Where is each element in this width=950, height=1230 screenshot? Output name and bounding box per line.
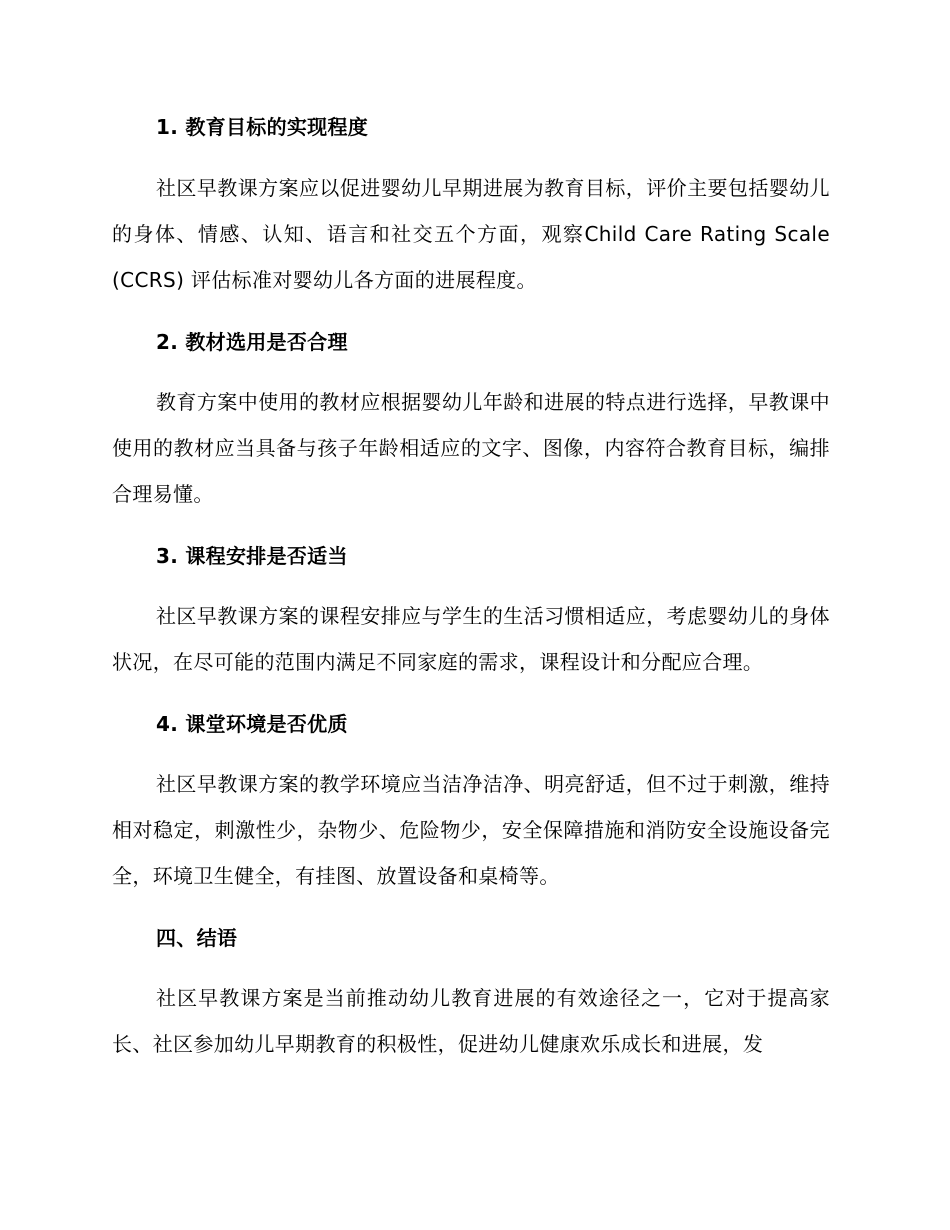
section-paragraph-1: 社区早教课方案应以促进婴幼儿早期进展为教育目标，评价主要包括婴幼儿的身体、情感、认知、语言和社交五个方面，观察Child Care Rating Scale (CCRS) 评估标准对婴幼儿各方面的进展程度。 — [112, 176, 830, 292]
section-heading-2: 2. 教材选用是否合理 — [156, 330, 348, 354]
section-heading-1: 1. 教育目标的实现程度 — [156, 115, 369, 139]
section-paragraph-2: 教育方案中使用的教材应根据婴幼儿年龄和进展的特点进行选择，早教课中使用的教材应当具备与孩子年龄相适应的文字、图像，内容符合教育目标，编排合理易懂。 — [112, 390, 830, 506]
conclusion-paragraph: 社区早教课方案是当前推动幼儿教育进展的有效途径之一，它对于提高家长、社区参加幼儿早期教育的积极性，促进幼儿健康欢乐成长和进展，发 — [112, 986, 830, 1056]
section-paragraph-3: 社区早教课方案的课程安排应与学生的生活习惯相适应，考虑婴幼儿的身体状况，在尽可能的范围内满足不同家庭的需求，课程设计和分配应合理。 — [112, 604, 830, 674]
conclusion-heading: 四、结语 — [156, 926, 238, 950]
section-heading-3: 3. 课程安排是否适当 — [156, 544, 348, 568]
section-heading-4: 4. 课堂环境是否优质 — [156, 712, 348, 736]
section-paragraph-4: 社区早教课方案的教学环境应当洁净洁净、明亮舒适，但不过于刺激，维持相对稳定，刺激性少，杂物少、危险物少，安全保障措施和消防安全设施设备完全，环境卫生健全，有挂图、放置设备和桌椅等。 — [112, 772, 830, 888]
document-body — [112, 112, 830, 1091]
